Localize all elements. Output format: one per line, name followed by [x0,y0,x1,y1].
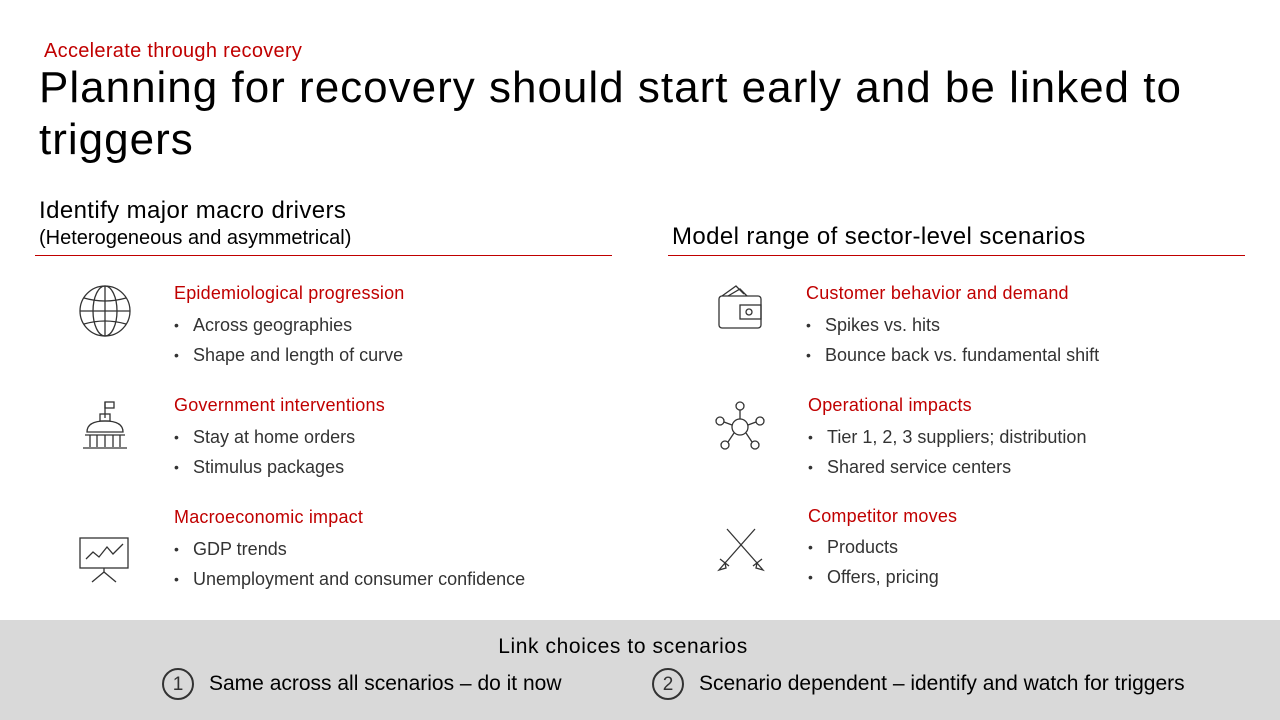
left-column-heading: Identify major macro drivers [39,197,347,224]
wallet-icon [716,284,766,332]
list-item: • Shape and length of curve [174,340,403,370]
bullet-list [806,310,1099,370]
globe-icon [78,284,132,338]
bullet-list [808,422,1086,482]
crossed-swords-icon [715,526,767,574]
bullet-list [174,310,403,370]
footer-title: Link choices to scenarios [498,635,748,658]
item-title: Macroeconomic impact [174,507,364,527]
network-hub-icon [713,400,769,454]
bullet-list [174,534,525,594]
footer-band [0,620,1280,720]
page-title: Planning for recovery should start early and be linked to triggers [39,63,1182,164]
list-item: • Spikes vs. hits [806,310,1099,340]
right-column-divider [668,255,1245,256]
list-item: • Unemployment and consumer confidence [174,564,525,594]
section-kicker: Accelerate through recovery [44,40,303,62]
choice-number-badge: 2 [652,668,684,700]
left-column-subheading: (Heterogeneous and asymmetrical) [39,227,352,249]
bullet-list [174,422,355,482]
item-title: Epidemiological progression [174,283,405,303]
right-column-heading: Model range of sector-level scenarios [672,223,1086,250]
list-item: • GDP trends [174,534,525,564]
choice-text: Same across all scenarios – do it now [209,672,562,695]
list-item: • Bounce back vs. fundamental shift [806,340,1099,370]
list-item: • Stay at home orders [174,422,355,452]
choice-number-badge: 1 [162,668,194,700]
list-item: • Products [808,532,939,562]
capitol-building-icon [82,400,128,452]
list-item: • Offers, pricing [808,562,939,592]
left-column-divider [35,255,612,256]
presentation-chart-icon [78,535,132,585]
item-title: Customer behavior and demand [806,283,1069,303]
bullet-list [808,532,939,592]
item-title: Operational impacts [808,395,972,415]
list-item: • Shared service centers [808,452,1086,482]
list-item: • Tier 1, 2, 3 suppliers; distribution [808,422,1086,452]
list-item: • Across geographies [174,310,403,340]
list-item: • Stimulus packages [174,452,355,482]
item-title: Government interventions [174,395,385,415]
choice-text: Scenario dependent – identify and watch for triggers [699,672,1185,695]
item-title: Competitor moves [808,506,958,526]
